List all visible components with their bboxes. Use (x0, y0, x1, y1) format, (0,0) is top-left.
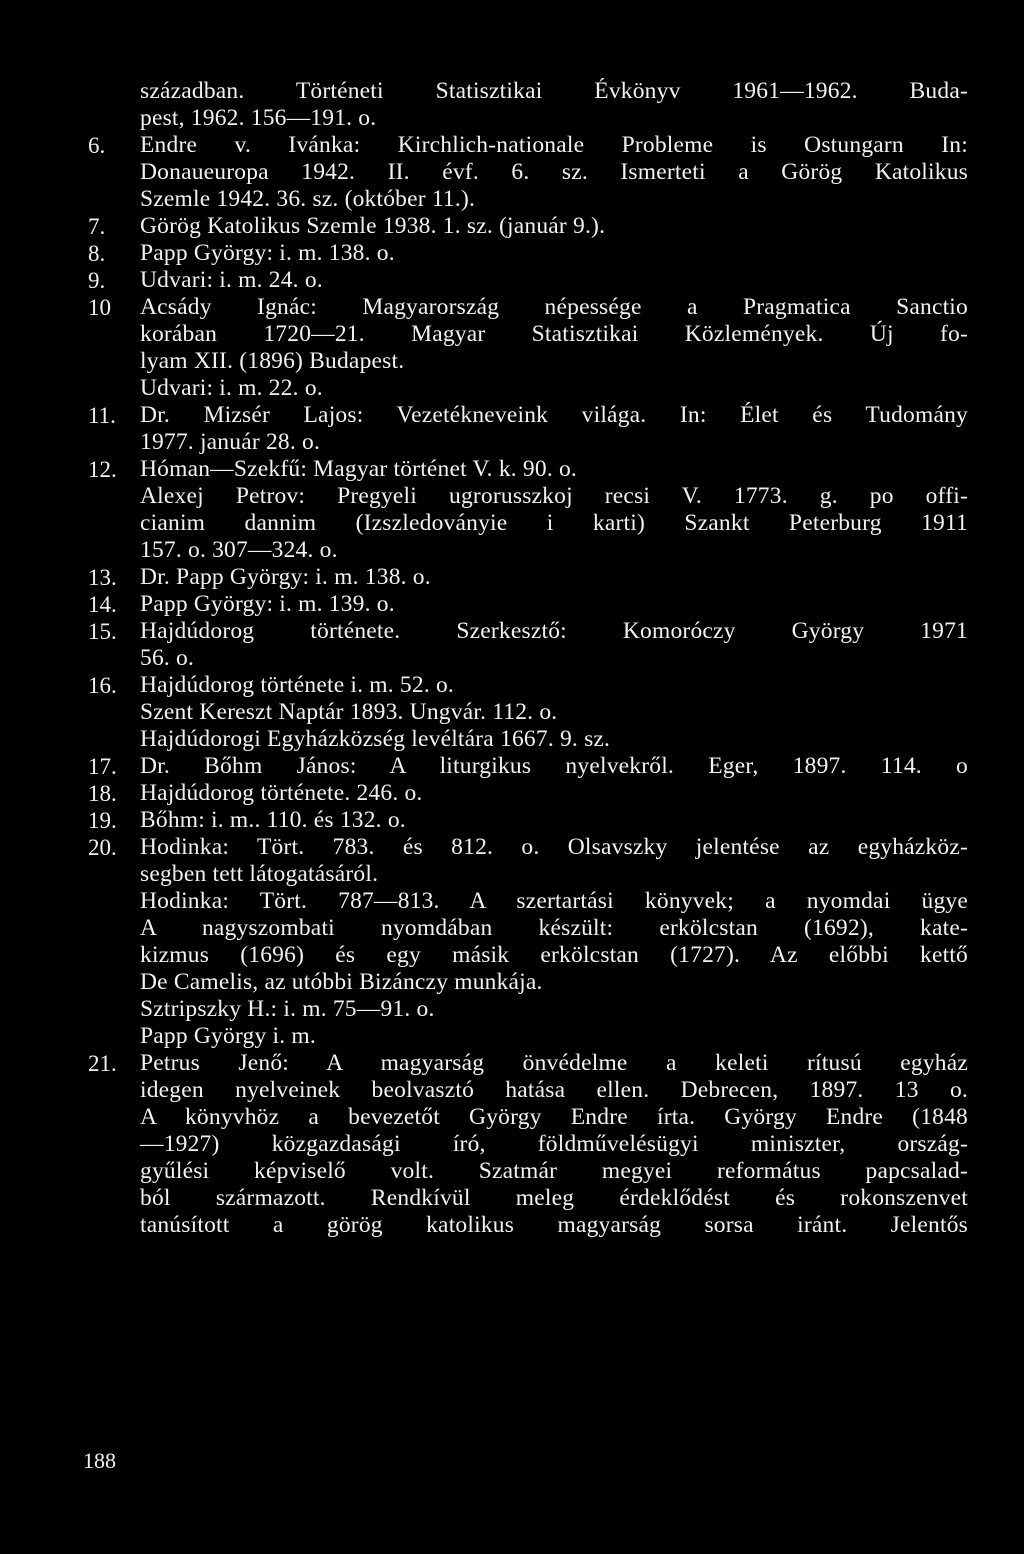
endnote-text (140, 78, 968, 132)
endnote-text (140, 132, 968, 213)
endnote (88, 672, 968, 753)
endnote-number: 19. (88, 808, 117, 833)
text-line: Sztripszky H.: i. m. 75—91. o. (140, 996, 435, 1022)
text-line: Hodinka: Tört. 787—813. A szertartási könyvek; a nyomdai ügye (140, 888, 968, 914)
text-line: Görög Katolikus Szemle 1938. 1. sz. (január 9.). (140, 213, 606, 239)
endnote-number: 16. (88, 673, 117, 698)
endnote-text (140, 564, 968, 591)
text-line: Donaueuropa 1942. II. évf. 6. sz. Ismerteti a Görög Katolikus (140, 159, 968, 185)
endnote-text (140, 267, 968, 294)
text-line: Petrus Jenő: A magyarság önvédelme a keleti rítusú egyház (140, 1050, 968, 1076)
text-line: pest, 1962. 156—191. o. (140, 105, 377, 131)
text-line: Alexej Petrov: Pregyeli ugrorusszkoj recsi V. 1773. g. po offi- (140, 483, 968, 509)
text-line: Hodinka: Tört. 783. és 812. o. Olsavszky jelentése az egyházköz- (140, 834, 968, 860)
text-line: Udvari: i. m. 24. o. (140, 267, 323, 293)
endnote-number: 14. (88, 592, 117, 617)
endnote (88, 456, 968, 564)
endnote-number: 8. (88, 241, 106, 266)
endnote (88, 213, 968, 240)
text-line: Papp György i. m. (140, 1023, 316, 1049)
endnote-text (140, 1050, 968, 1239)
endnote-text (140, 402, 968, 456)
endnote (88, 564, 968, 591)
text-line: lyam XII. (1896) Budapest. (140, 348, 405, 374)
text-line: A nagyszombati nyomdában készült: erkölcstan (1692), kate- (140, 915, 968, 941)
endnote-number: 12. (88, 457, 117, 482)
text-line: A könyvhöz a bevezetőt György Endre írta. György Endre (1848 (140, 1104, 968, 1130)
endnote (88, 618, 968, 672)
endnote (88, 132, 968, 213)
endnote (88, 78, 968, 132)
text-line: Udvari: i. m. 22. o. (140, 375, 323, 401)
text-line: Acsády Ignác: Magyarország népessége a Pragmatica Sanctio (140, 294, 968, 320)
text-line: —1927) közgazdasági író, földművelésügyi miniszter, ország- (140, 1131, 968, 1157)
text-line: tanúsított a görög katolikus magyarság sorsa iránt. Jelentős (140, 1212, 968, 1238)
endnote (88, 267, 968, 294)
endnote-text (140, 456, 968, 564)
text-line: Dr. Papp György: i. m. 138. o. (140, 564, 431, 590)
endnote-number: 11. (88, 403, 116, 428)
endnote-text (140, 294, 968, 402)
endnote (88, 1050, 968, 1239)
endnote (88, 780, 968, 807)
page-number: 188 (83, 1448, 116, 1473)
endnote-text (140, 213, 968, 240)
text-line: 157. o. 307—324. o. (140, 537, 338, 563)
text-line: Hajdúdorog története. Szerkesztő: Komoróczy György 1971 (140, 618, 968, 644)
text-line: ból származott. Rendkívül meleg érdeklődést és rokonszenvet (140, 1185, 968, 1211)
text-line: Hóman—Szekfű: Magyar történet V. k. 90. o. (140, 456, 577, 482)
text-line: Bőhm: i. m.. 110. és 132. o. (140, 807, 406, 833)
endnote-text (140, 807, 968, 834)
text-line: Hajdúdorog története i. m. 52. o. (140, 672, 454, 698)
text-line: 56. o. (140, 645, 195, 671)
text-line: Szent Kereszt Naptár 1893. Ungvár. 112. o. (140, 699, 558, 725)
text-line: Hajdúdorogi Egyházközség levéltára 1667. 9. sz. (140, 726, 611, 752)
text-line: kizmus (1696) és egy másik erkölcstan (1727). Az előbbi kettő (140, 942, 968, 968)
endnote-number: 18. (88, 781, 117, 806)
endnote-text (140, 780, 968, 807)
text-line: Dr. Bőhm János: A liturgikus nyelvekről. Eger, 1897. 114. o (140, 753, 968, 779)
endnote-number: 20. (88, 835, 117, 860)
endnote (88, 294, 968, 402)
endnote-text (140, 672, 968, 753)
endnote (88, 807, 968, 834)
text-line: Szemle 1942. 36. sz. (október 11.). (140, 186, 476, 212)
endnote-text (140, 591, 968, 618)
endnote-number: 17. (88, 754, 117, 779)
endnote-number: 7. (88, 214, 106, 239)
endnote-number: 13. (88, 565, 117, 590)
endnote-number: 21. (88, 1051, 117, 1076)
endnote (88, 834, 968, 1050)
text-line: cianim dannim (Izszledoványie i karti) Szankt Peterburg 1911 (140, 510, 968, 536)
endnote (88, 240, 968, 267)
endnote (88, 753, 968, 780)
text-line: Papp György: i. m. 139. o. (140, 591, 395, 617)
endnote-number: 15. (88, 619, 117, 644)
endnote (88, 402, 968, 456)
text-line: Hajdúdorog története. 246. o. (140, 780, 423, 806)
text-line: idegen nyelveinek beolvasztó hatása ellen. Debrecen, 1897. 13 o. (140, 1077, 968, 1103)
text-line: Endre v. Ivánka: Kirchlich-nationale Probleme is Ostungarn In: (140, 132, 968, 158)
endnote-text (140, 240, 968, 267)
endnote-text (140, 834, 968, 1050)
text-line: gyűlési képviselő volt. Szatmár megyei református papcsalad- (140, 1158, 968, 1184)
endnote-number: 9. (88, 268, 106, 293)
text-line: Dr. Mizsér Lajos: Vezetékneveink világa. In: Élet és Tudomány (140, 402, 968, 428)
text-line: században. Történeti Statisztikai Évkönyv 1961—1962. Buda- (140, 78, 968, 104)
text-line: korában 1720—21. Magyar Statisztikai Közlemények. Új fo- (140, 321, 968, 347)
text-line: De Camelis, az utóbbi Bizánczy munkája. (140, 969, 543, 995)
endnote-text (140, 753, 968, 780)
endnote-number: 6. (88, 133, 106, 158)
text-line: segben tett látogatásáról. (140, 861, 379, 887)
endnote (88, 591, 968, 618)
text-line: Papp György: i. m. 138. o. (140, 240, 395, 266)
endnotes-list (88, 78, 968, 1239)
text-line: 1977. január 28. o. (140, 429, 321, 455)
endnote-text (140, 618, 968, 672)
endnote-number: 10 (88, 295, 111, 320)
